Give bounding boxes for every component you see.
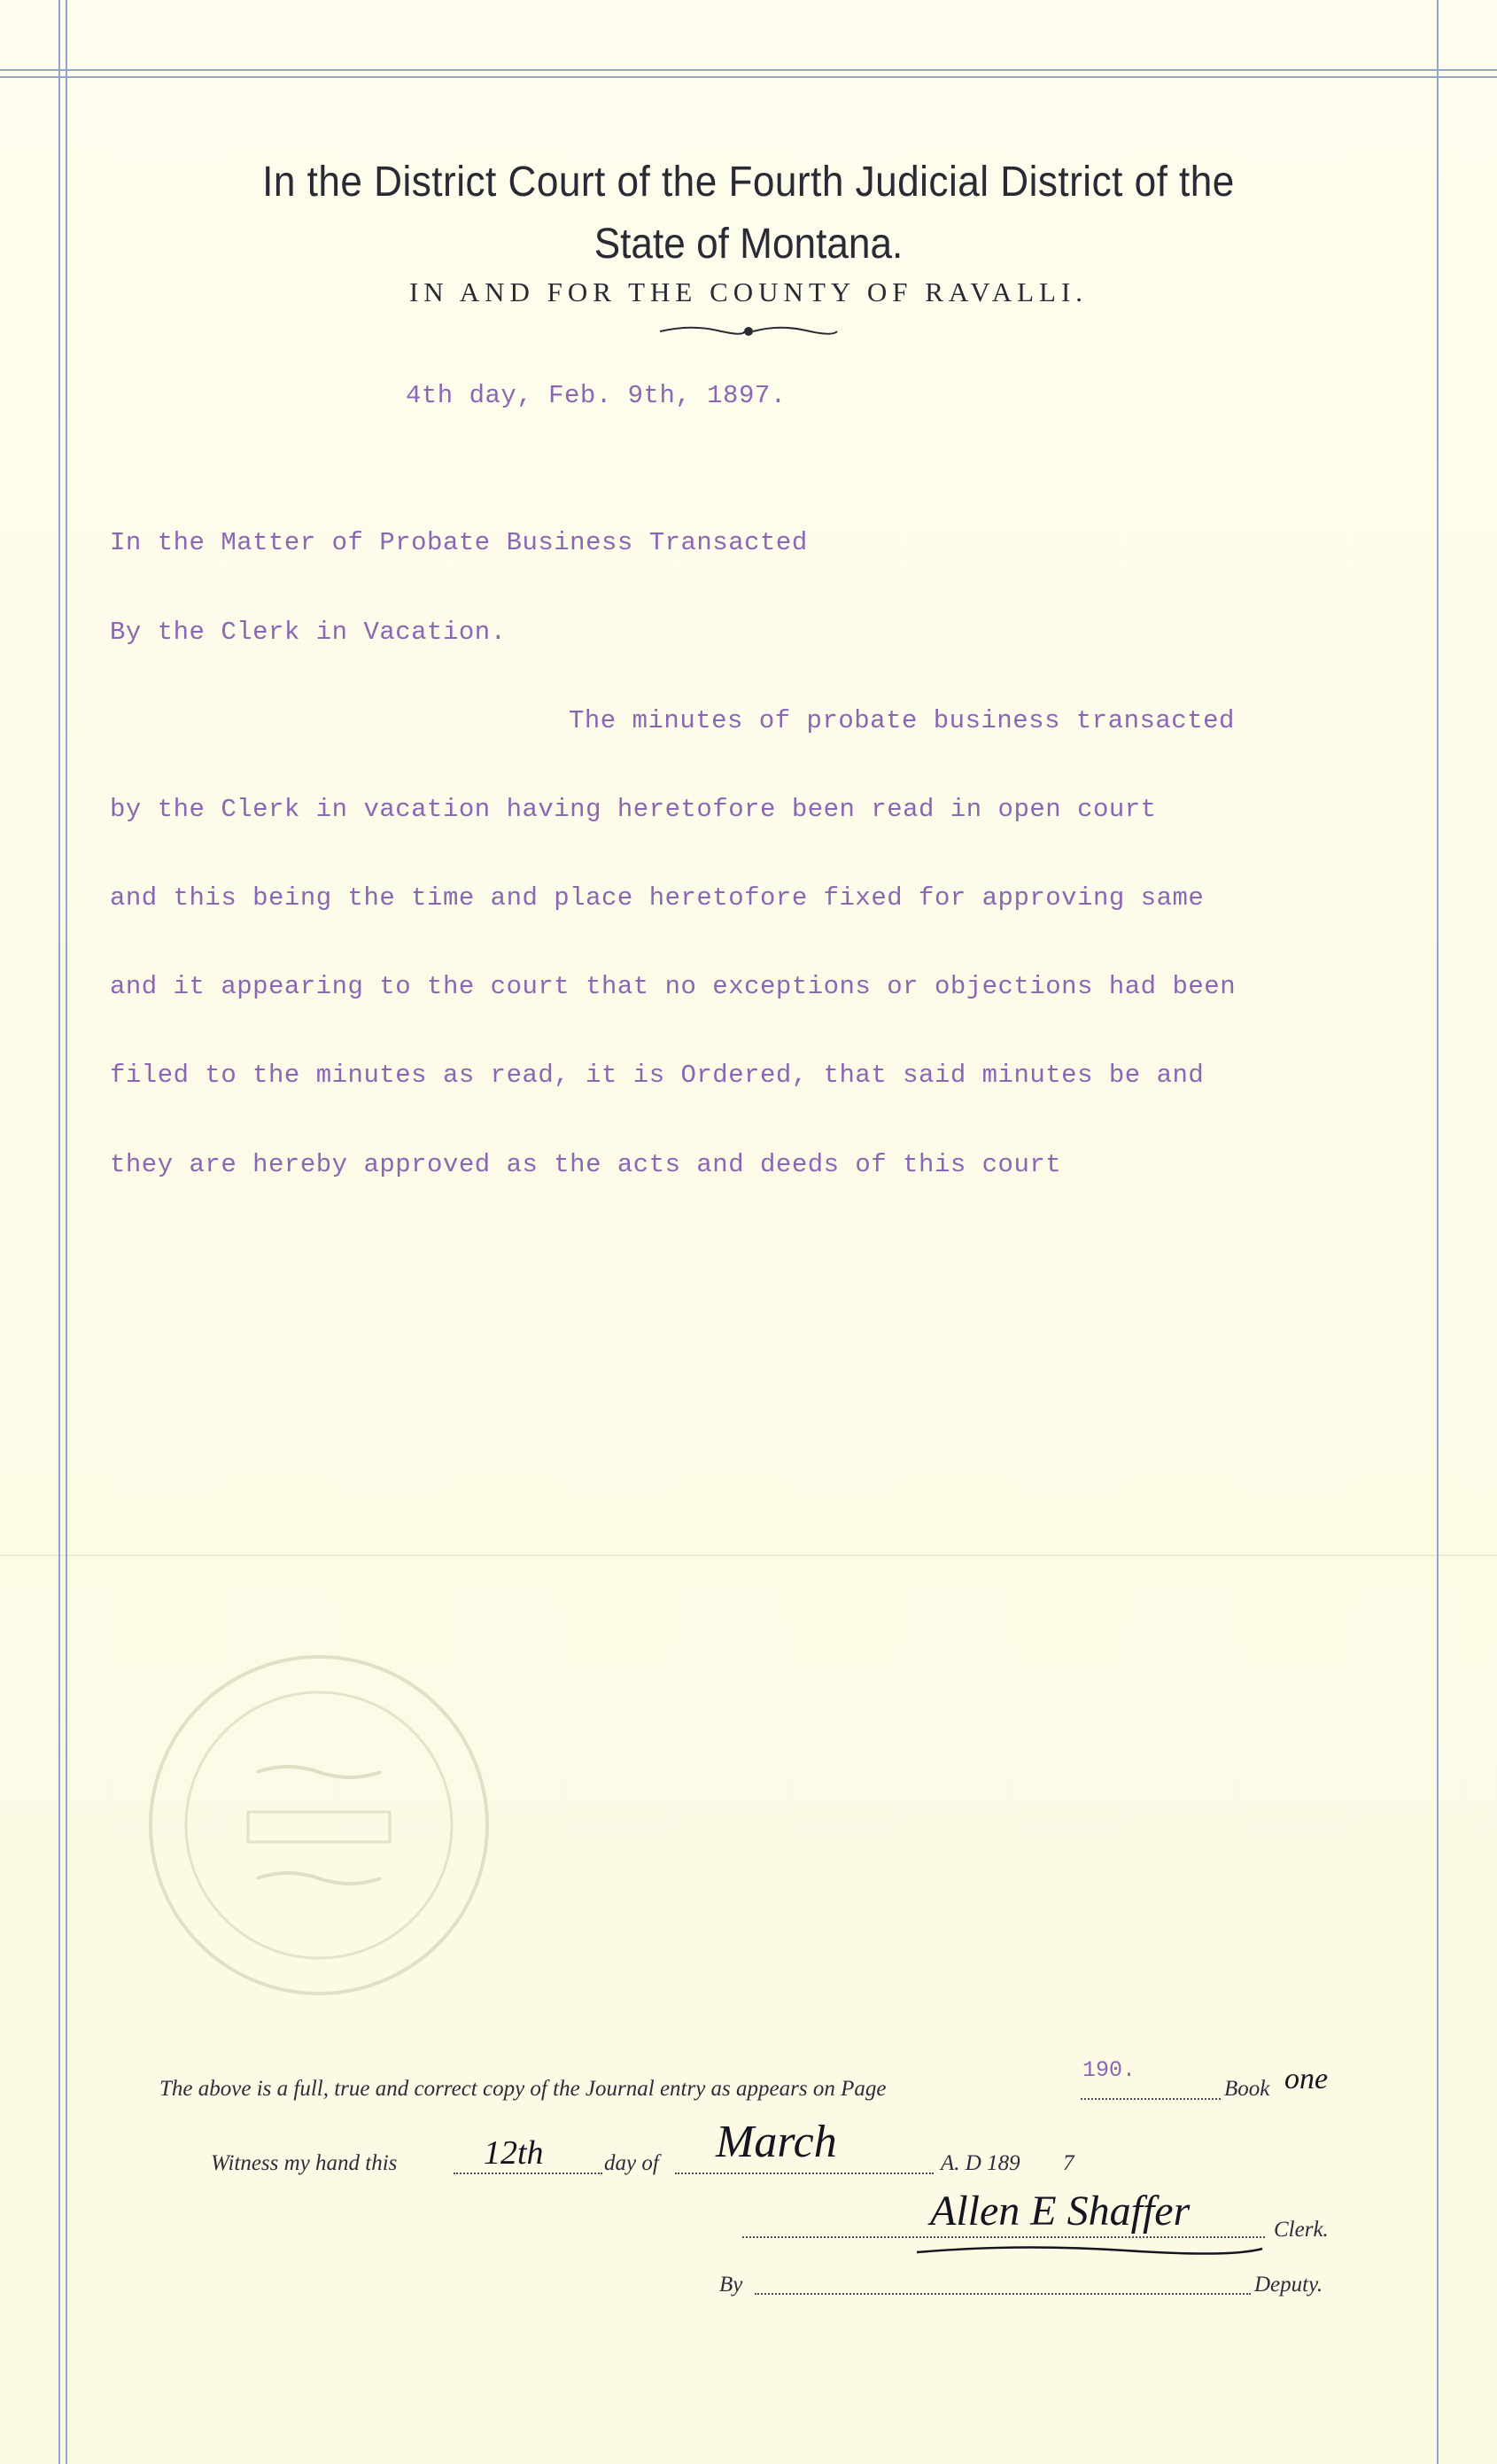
body-line-1: The minutes of probate business transacted <box>569 706 1235 735</box>
year-digit: 7 <box>1063 2151 1074 2175</box>
signature-flourish <box>912 2242 1267 2259</box>
left-margin-rule-1 <box>58 0 60 2464</box>
top-rule-1 <box>0 69 1497 71</box>
body-line-6: they are hereby approved as the acts and deeds of this court <box>110 1150 1062 1179</box>
paper-fold <box>0 1555 1497 1556</box>
court-seal-emboss <box>142 1648 496 2002</box>
clerk-signature: Allen E Shaffer <box>930 2188 1191 2235</box>
by-label: By <box>719 2273 743 2297</box>
page-number-blank <box>1081 2098 1221 2100</box>
court-county: IN AND FOR THE COUNTY OF RAVALLI. <box>408 276 1089 307</box>
clerk-label: Clerk. <box>1274 2218 1329 2242</box>
year-label: A. D 189 <box>941 2151 1020 2175</box>
body-line-4: and it appearing to the court that no exceptions or objections had been <box>110 972 1237 1001</box>
entry-date: 4th day, Feb. 9th, 1897. <box>406 381 787 410</box>
certificate-line-1: The above is a full, true and correct copy of the Journal entry as appears on Page <box>159 2077 887 2101</box>
matter-line-2: By the Clerk in Vacation. <box>110 618 507 647</box>
deputy-label: Deputy. <box>1254 2273 1323 2297</box>
right-margin-rule <box>1437 0 1439 2464</box>
body-line-2: by the Clerk in vacation having heretofore been read in open court <box>110 795 1157 824</box>
witness-month: March <box>716 2117 837 2167</box>
top-rule-2 <box>0 76 1497 78</box>
header-ornament <box>655 319 842 344</box>
book-label: Book <box>1224 2077 1270 2101</box>
day-blank <box>454 2173 602 2174</box>
page-number: 190. <box>1082 2057 1136 2083</box>
court-title: In the District Court of the Fourth Judicial District of the <box>262 159 1235 206</box>
book-number: one <box>1284 2063 1329 2095</box>
witness-label: Witness my hand this <box>211 2151 398 2175</box>
witness-day: 12th <box>484 2134 544 2172</box>
left-margin-rule-2 <box>66 0 67 2464</box>
court-state: State of Montana. <box>593 221 904 268</box>
body-line-3: and this being the time and place heretofore fixed for approving same <box>110 883 1205 913</box>
deputy-blank <box>755 2293 1251 2295</box>
month-blank <box>675 2173 934 2174</box>
matter-line-1: In the Matter of Probate Business Transacted <box>110 528 808 557</box>
body-line-5: filed to the minutes as read, it is Ordered, that said minutes be and <box>110 1061 1205 1090</box>
clerk-blank <box>742 2236 1265 2238</box>
day-of-label: day of <box>604 2151 659 2175</box>
